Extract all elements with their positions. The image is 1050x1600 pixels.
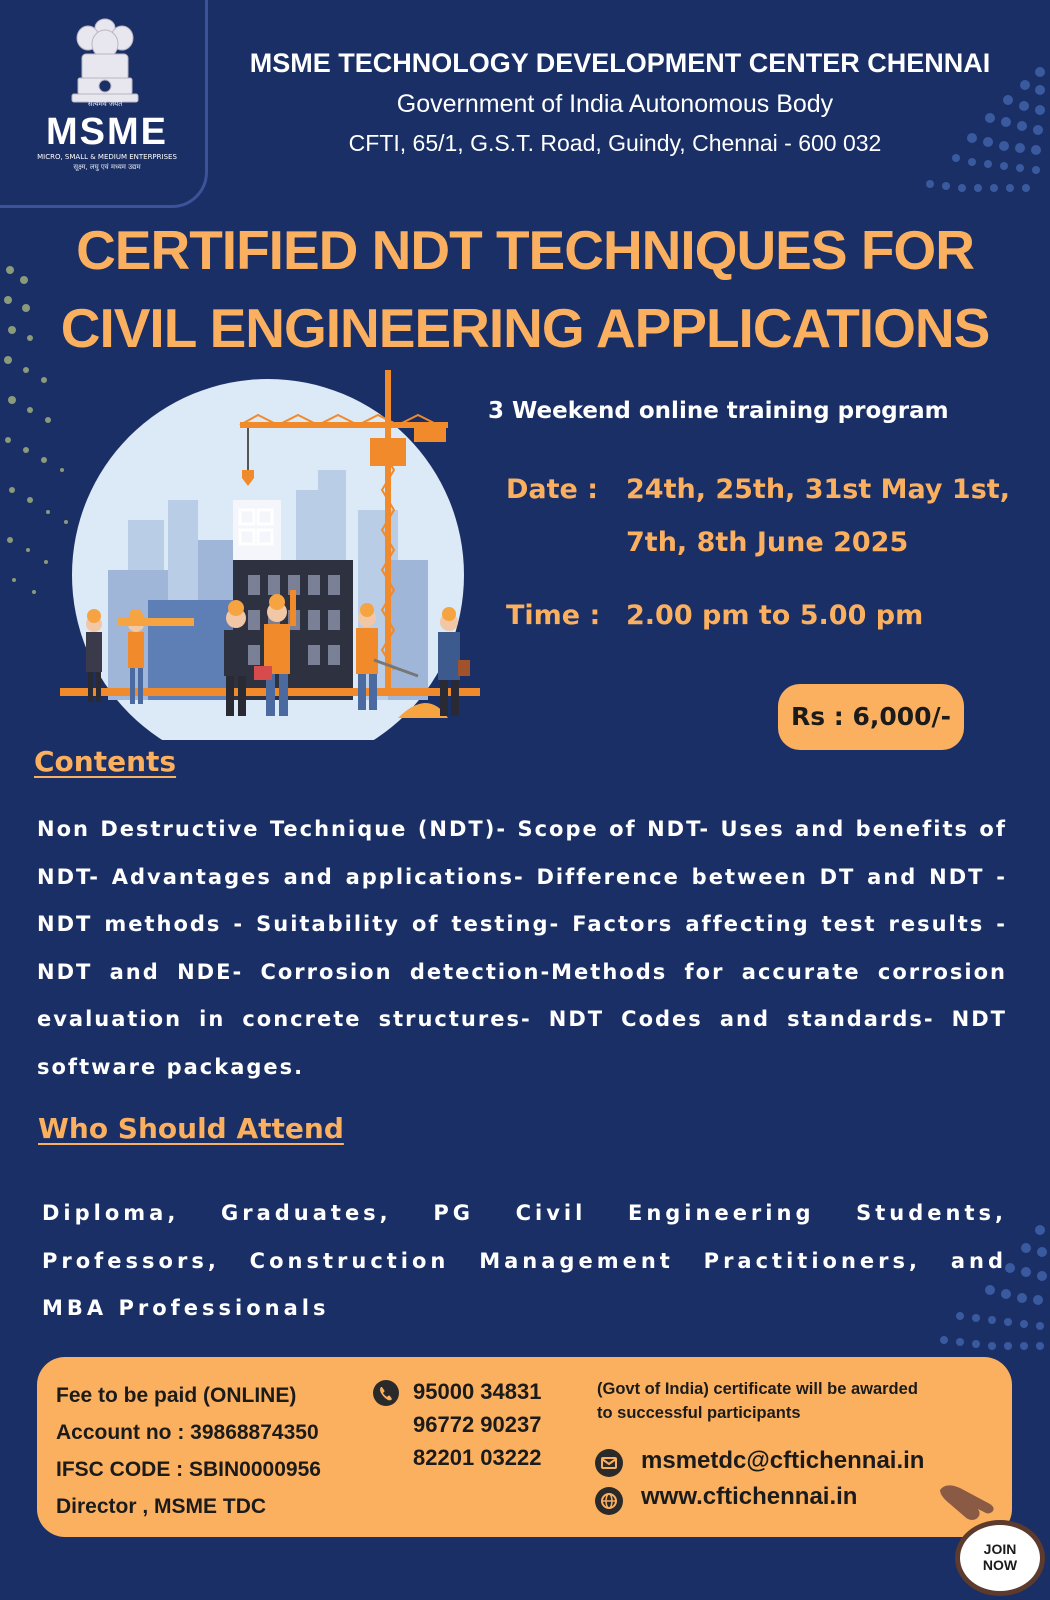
title-line-2: CIVIL ENGINEERING APPLICATIONS (60, 297, 990, 359)
msme-logo-subtitle: MICRO, SMALL & MEDIUM ENTERPRISES (37, 153, 177, 161)
title-line-1: CERTIFIED NDT TECHNIQUES FOR (76, 219, 974, 281)
mail-icon (595, 1449, 623, 1477)
payment-info (56, 1377, 321, 1525)
date-value-line-1: 24th, 25th, 31st May 1st, (626, 474, 1010, 505)
emblem-motto: सत्यमेव जयते (87, 100, 123, 108)
fee-badge: Rs : 6,000/- (778, 684, 964, 750)
program-description: 3 Weekend online training program (488, 398, 949, 424)
phone-icon (373, 1380, 399, 1406)
payment-line-4: Director , MSME TDC (56, 1495, 267, 1518)
contents-heading: Contents (34, 745, 177, 778)
construction-illustration (58, 370, 498, 740)
phone-number[interactable]: 95000 34831 (413, 1379, 542, 1404)
org-name: MSME TECHNOLOGY DEVELOPMENT CENTER CHENNAI (249, 48, 991, 78)
org-address: CFTI, 65/1, G.S.T. Road, Guindy, Chennai - 600 032 (348, 130, 882, 156)
payment-line-1: Fee to be paid (ONLINE) (56, 1384, 297, 1407)
date-label: Date : (506, 474, 599, 505)
time-value: 2.00 pm to 5.00 pm (626, 600, 924, 631)
phone-number[interactable]: 96772 90237 (413, 1412, 542, 1437)
join-label-line-1: JOIN (983, 1541, 1017, 1557)
payment-line-3: IFSC CODE : SBIN0000956 (56, 1458, 321, 1481)
phone-list (413, 1375, 541, 1474)
audience-heading: Who Should Attend (38, 1112, 344, 1145)
join-label-line-2: NOW (982, 1557, 1018, 1573)
msme-logo-subtitle-hindi: सूक्ष्म, लघु एवं मध्यम उद्यम (73, 163, 141, 171)
audience-body: Diploma, Graduates, PG Civil Engineering Students, Professors, Construction Management Practitioners, and MBA Professionals (42, 1201, 1007, 1320)
certificate-note (597, 1377, 997, 1425)
date-value-line-2: 7th, 8th June 2025 (626, 527, 909, 558)
certificate-line-2: to successful participants (597, 1404, 801, 1422)
join-now-button[interactable] (955, 1520, 1045, 1596)
footer-panel (37, 1357, 1012, 1537)
msme-logo-text: MSME (46, 111, 168, 153)
website-link[interactable]: www.cftichennai.in (641, 1483, 858, 1510)
payment-line-2: Account no : 39868874350 (56, 1421, 319, 1444)
contents-body: Non Destructive Technique (NDT)- Scope of NDT- Uses and benefits of NDT- Advantages and applications- Difference between DT and NDT - NDT methods - Suitability of testing- Factors affecting test results - NDT and NDE- Corrosion detection-Methods for accurate corrosion evaluation in concrete structures- NDT Codes and standards- NDT software packages. (37, 817, 1007, 1079)
phone-number[interactable]: 82201 03222 (413, 1445, 542, 1470)
org-type: Government of India Autonomous Body (396, 90, 834, 118)
pointing-hand-icon (936, 1480, 1016, 1530)
email-link[interactable]: msmetdc@cftichennai.in (641, 1447, 925, 1474)
globe-icon (595, 1487, 623, 1515)
emblem-icon (64, 12, 146, 106)
certificate-line-1: (Govt of India) certificate will be awarded (597, 1380, 918, 1398)
time-label: Time : (506, 600, 601, 631)
